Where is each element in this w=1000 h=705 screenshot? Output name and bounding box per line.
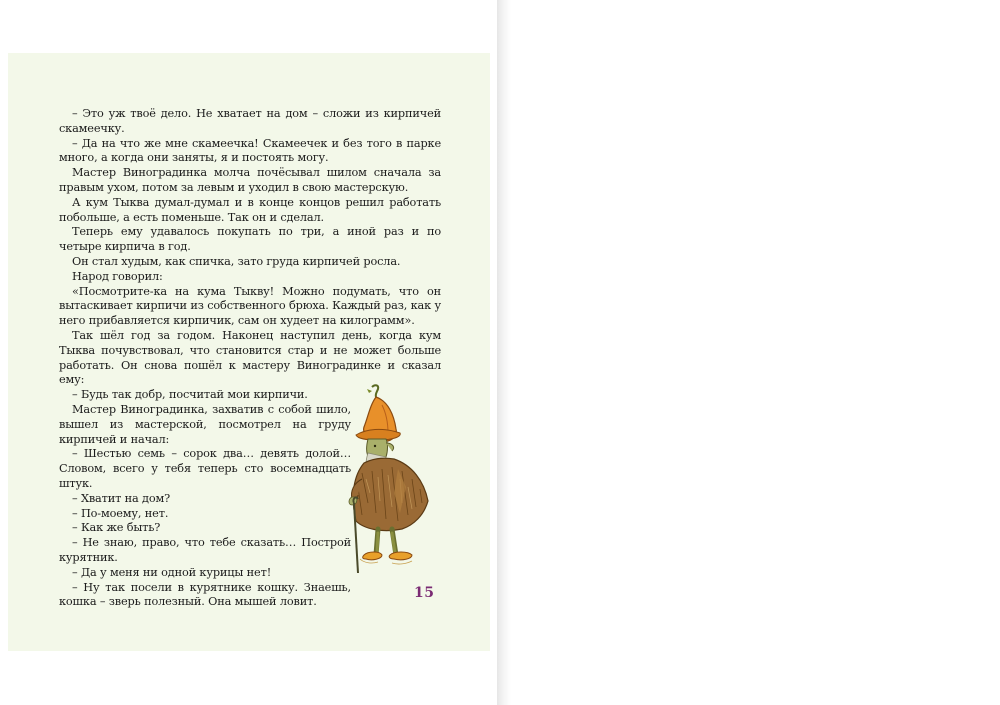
- paragraph: – Это уж твоё дело. Не хватает на дом – сложи из кирпичей скамеечку.: [59, 107, 441, 135]
- paragraph: А кум Тыква думал-думал и в конце концов решил работать побольше, а есть поменьше. Так он и сделал.: [59, 195, 441, 224]
- paragraph: Так шёл год за годом. Наконец наступил день, когда кум Тыква почувствовал, что становится стар и не может больше работать. Он снова пошёл к мастеру Виноградинке и сказал ему:: [59, 328, 441, 387]
- paragraph: Народ говорил:: [72, 269, 163, 283]
- paragraph: – По-моему, нет.: [72, 506, 169, 520]
- left-page-pane: [0, 0, 497, 705]
- master-vinogradinka-illustration: [342, 383, 438, 578]
- paragraph: – Да на что же мне скамеечка! Скамеечек и без того в парке много, а когда они заняты, я и постоять могу.: [59, 136, 441, 165]
- paragraph: – Хватит на дом?: [72, 491, 171, 505]
- paragraph: Теперь ему удавалось покупать по три, а иной раз и по четыре кирпича в год.: [59, 225, 441, 254]
- paragraph: Мастер Виноградинка, захватив с собой шило, вышел из мастерской, посмотрел на груду кирпичей и начал:: [59, 402, 351, 446]
- paragraph: – Ну так посели в курятнике кошку. Знаешь, кошка – зверь полезный. Она мышей ловит.: [59, 580, 351, 609]
- right-page-pane: [511, 0, 1000, 705]
- paragraph: «Посмотрите-ка на кума Тыкву! Можно подумать, что он вытаскивает кирпичи из собственного брюха. Каждый раз, как у него прибавляется кирпичик, сам он худеет на килограмм».: [59, 284, 441, 328]
- page-number: 15: [414, 585, 435, 601]
- paragraph: – Не знаю, право, что тебе сказать… Построй курятник.: [59, 536, 351, 564]
- paragraph: – Как же быть?: [72, 521, 161, 535]
- paragraph: Он стал худым, как спичка, зато груда кирпичей росла.: [72, 254, 401, 268]
- paragraph: Мастер Виноградинка молча почёсывал шилом сначала за правым ухом, потом за левым и уходил в свою мастерскую.: [59, 166, 441, 194]
- paragraph: – Будь так добр, посчитай мои кирпичи.: [72, 388, 308, 402]
- paragraph: – Да у меня ни одной курицы нет!: [72, 565, 272, 579]
- page-gutter: [497, 0, 511, 705]
- paragraph: – Шестью семь – сорок два… девять долой… Словом, всего у тебя теперь сто восемнадцать штук.: [59, 447, 351, 490]
- book-page: [8, 53, 490, 651]
